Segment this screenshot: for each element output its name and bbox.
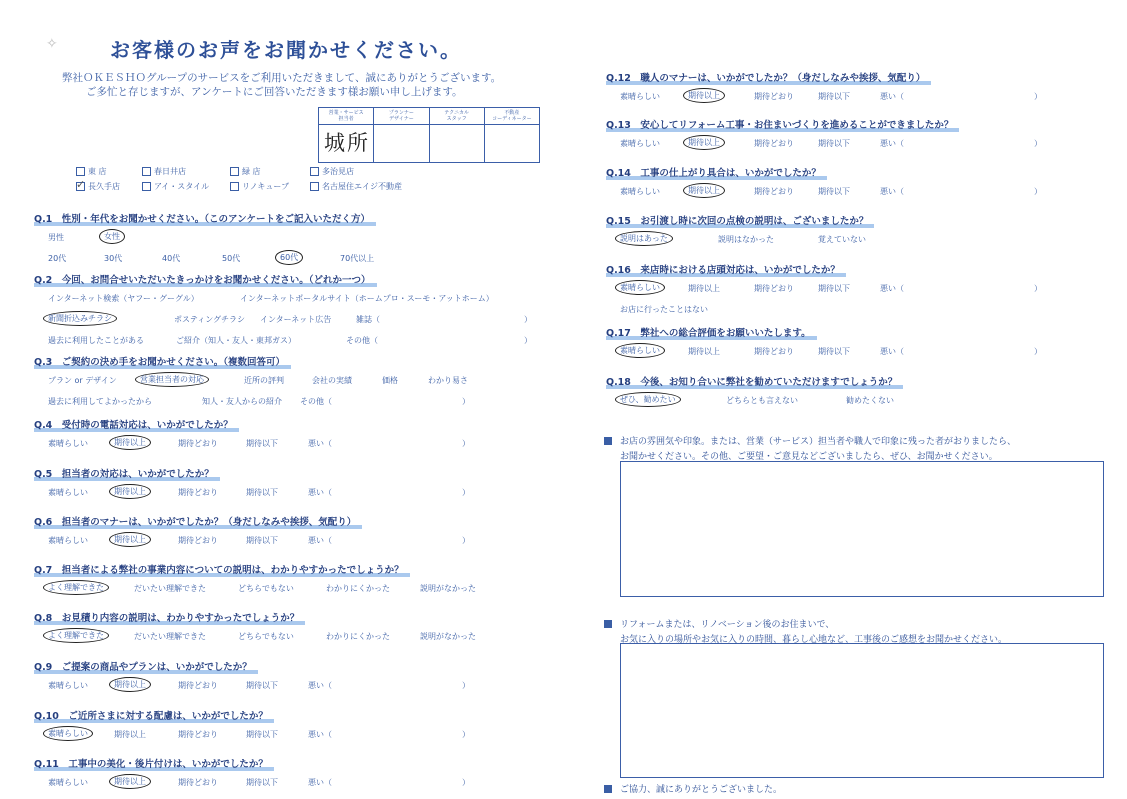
answer-option[interactable]: 素晴らしい [48,439,88,448]
staff-col-planner[interactable] [374,108,429,162]
paren-close: ） [524,336,532,345]
square-bullet-icon [604,620,612,628]
option-row [48,314,534,329]
store-label: 緑 店 [242,167,261,176]
paren-close: ） [524,315,532,324]
question-title: Q.11 工事中の美化・後片付けは、いかがでしたか？ [34,756,268,770]
answer-option[interactable]: 期待どおり [178,439,218,448]
checkbox[interactable] [142,167,151,176]
question-block [34,606,534,646]
answer-option[interactable]: プラン or デザイン [48,376,117,385]
answer-option[interactable]: 悪い（ [308,730,332,739]
checkbox[interactable] [230,167,239,176]
sparkle-icon: ✧ [46,36,58,52]
store-option[interactable] [310,166,410,177]
question-title: Q.1 性別・年代をお聞かせください。（このアンケートをご記入いただく方） [34,211,370,225]
question-title: Q.17 弊社への総合評価をお願いいたします。 [606,325,811,339]
answer-option[interactable]: 期待以下 [818,284,850,293]
selected-option[interactable]: 素晴らしい [615,343,665,358]
question-block [606,370,1106,410]
question-title: Q.14 工事の仕上がり具合は、いかがでしたか？ [606,165,821,179]
comment-section-1-line-1: お店の雰囲気や印象。または、営業（サービス）担当者や職人で印象に残った者がおりましたら、 [620,437,1017,447]
thanks-text: ご協力、誠にありがとうございました。 [620,785,783,795]
store-label: リノキューブ [242,182,289,191]
answer-option[interactable]: 期待以下 [818,187,850,196]
option-row [48,631,534,646]
answer-option[interactable]: 過去に利用してよかったから [48,397,152,406]
paren-close: ） [1034,187,1042,196]
answer-option[interactable]: 説明がなかった [420,632,476,641]
checkbox[interactable] [76,167,85,176]
option-row [48,232,534,247]
answer-option[interactable]: 悪い（ [308,536,332,545]
answer-option[interactable]: どちらとも言えない [726,396,798,405]
answer-option[interactable]: 期待どおり [754,347,794,356]
selected-option[interactable]: 期待以上 [109,774,151,789]
answer-option[interactable]: 男性 [48,233,64,242]
answer-option[interactable]: 期待以下 [246,681,278,690]
store-label: 春日井店 [154,167,186,176]
selected-option[interactable]: よく理解できた [43,628,109,643]
selected-option[interactable]: 期待以上 [683,88,725,103]
question-block [34,510,534,550]
selected-option[interactable]: 素晴らしい [43,726,93,741]
intro-line-2: ご多忙と存じますが、アンケートにご回答いただきます様お願い申し上げます。 [86,86,463,98]
staff-header: 営業・サービス 担当者 [319,108,373,125]
answer-option[interactable]: わかりにくかった [326,584,390,593]
answer-option[interactable]: 期待以下 [818,92,850,101]
answer-option[interactable]: 説明がなかった [420,584,476,593]
question-title: Q.15 お引渡し時に次回の点検の説明は、ございましたか？ [606,213,868,227]
store-option[interactable] [230,181,310,192]
question-block [606,113,1106,153]
store-option[interactable] [142,166,230,177]
answer-option[interactable]: だいたい理解できた [134,632,206,641]
checkbox[interactable] [310,182,319,191]
answer-option[interactable]: その他（ [346,336,378,345]
answer-option[interactable]: 説明はなかった [718,235,774,244]
answer-option[interactable]: 30代 [104,254,123,263]
store-option[interactable] [76,181,142,192]
question-block [606,258,1106,319]
answer-option[interactable]: 悪い（ [880,347,904,356]
answer-option[interactable]: ご紹介（知人・友人・東邦ガス） [176,336,296,345]
store-label: 東 店 [88,167,107,176]
selected-option[interactable]: 期待以上 [109,435,151,450]
selected-option[interactable]: 期待以上 [109,484,151,499]
question-block [606,161,1106,201]
answer-option[interactable]: 70代以上 [340,254,375,263]
selected-option[interactable]: 60代 [275,250,303,265]
answer-option[interactable]: どちらでもない [238,632,294,641]
question-block [34,558,534,598]
answer-option[interactable]: 覚えていない [818,235,866,244]
option-row [48,438,534,453]
option-row [48,253,534,268]
paren-close: ） [462,536,470,545]
selected-option[interactable]: 期待以上 [109,677,151,692]
thanks-message [604,782,782,795]
option-row [48,729,534,744]
answer-option[interactable]: お店に行ったことはない [620,305,708,314]
staff-header: 不動産 コーディネーター [485,108,539,125]
answer-option[interactable]: 悪い（ [880,139,904,148]
option-row [620,283,1106,298]
comment-box-1[interactable] [620,461,1104,597]
question-block [34,462,534,502]
answer-option[interactable]: 悪い（ [308,778,332,787]
staff-header: プランナー デザイナー [374,108,428,125]
option-row [48,535,534,550]
question-block [34,207,534,268]
option-row [620,186,1106,201]
comment-section-2-line-1: リフォームまたは、リノベーション後のお住まいで、 [620,620,835,630]
answer-option[interactable]: だいたい理解できた [134,584,206,593]
answer-option[interactable]: 期待以上 [688,284,720,293]
answer-option[interactable]: 悪い（ [308,439,332,448]
staff-col-technical[interactable] [430,108,485,162]
comment-section-2 [604,617,1007,645]
question-title: Q.6 担当者のマナーは、いかがでしたか？（身だしなみや挨拶、気配り） [34,514,356,528]
selected-option[interactable]: 営業担当者の対応 [135,372,209,387]
option-row [48,487,534,502]
option-row [620,395,1106,410]
answer-option[interactable]: 20代 [48,254,67,263]
answer-option[interactable]: 雑誌（ [356,315,380,324]
staff-col-sales[interactable] [319,108,374,162]
answer-option[interactable]: 期待どおり [178,778,218,787]
option-row [620,346,1106,361]
selected-option[interactable]: よく理解できた [43,580,109,595]
option-row [48,680,534,695]
answer-option[interactable]: 悪い（ [880,187,904,196]
answer-option[interactable]: 期待どおり [754,92,794,101]
question-block [606,209,1106,249]
answer-option[interactable]: 素晴らしい [620,139,660,148]
question-title: Q.7 担当者による弊社の事業内容についての説明は、わかりやすかったでしょうか？ [34,562,404,576]
option-row [620,91,1106,106]
answer-option[interactable]: インターネット広告 [260,315,332,324]
selected-option[interactable]: 説明はあった [615,231,673,246]
answer-option[interactable]: 期待以下 [818,139,850,148]
selected-option[interactable]: 女性 [99,229,125,244]
answer-option[interactable]: 知人・友人からの紹介 [202,397,282,406]
checkbox[interactable] [142,182,151,191]
answer-option[interactable]: 期待以下 [246,439,278,448]
square-bullet-icon [604,785,612,793]
answer-option[interactable]: 素晴らしい [620,187,660,196]
option-row [48,375,534,390]
answer-option[interactable]: ポスティングチラシ [174,315,246,324]
answer-option[interactable]: 会社の実績 [312,376,352,385]
answer-option[interactable]: 期待以上 [688,347,720,356]
option-row [620,304,1106,319]
store-checklist [76,166,416,192]
answer-option[interactable]: 期待どおり [754,284,794,293]
comment-box-2[interactable] [620,643,1104,778]
paren-close: ） [1034,92,1042,101]
question-block [606,321,1106,361]
question-title: Q.10 ご近所さまに対する配慮は、いかがでしたか？ [34,708,268,722]
option-row [620,234,1106,249]
question-block [34,268,534,350]
checkbox[interactable] [310,167,319,176]
option-row [48,583,534,598]
question-title: Q.4 受付時の電話対応は、いかがでしたか？ [34,417,233,431]
answer-option[interactable]: 素晴らしい [48,488,88,497]
store-option[interactable] [142,181,230,192]
question-title: Q.18 今後、お知り合いに弊社を勧めていただけますでしょうか？ [606,374,897,388]
answer-option[interactable]: 価格 [382,376,398,385]
answer-option[interactable]: 悪い（ [308,488,332,497]
answer-option[interactable]: わかりにくかった [326,632,390,641]
answer-option[interactable]: 期待以下 [246,488,278,497]
question-block [34,655,534,695]
store-label: アイ・スタイル [154,182,210,191]
option-row [620,138,1106,153]
option-row [48,293,534,308]
staff-header: テクニカル スタッフ [430,108,484,125]
intro-line-1: 弊社ＯＫＥＳＨＯグループのサービスをご利用いただきまして、誠にありがとうございます。 [62,72,502,84]
question-title: Q.2 今回、お問合せいただいたきっかけをお聞かせください。（どれか一つ） [34,272,371,286]
paren-close: ） [1034,284,1042,293]
store-label: 長久手店 [88,182,120,191]
staff-signature: 城所 [324,131,370,155]
paren-close: ） [462,681,470,690]
answer-option[interactable]: 期待以下 [246,536,278,545]
answer-option[interactable]: 勧めたくない [846,396,894,405]
answer-option[interactable]: 期待以下 [818,347,850,356]
option-row [48,396,534,411]
store-label: 名古屋住エイジ不動産 [322,182,402,191]
store-option[interactable] [230,166,310,177]
paren-close: ） [462,778,470,787]
checkbox[interactable] [76,182,85,191]
question-title: Q.12 職人のマナーは、いかがでしたか？（身だしなみや挨拶、気配り） [606,70,925,84]
paren-close: ） [462,730,470,739]
comment-section-1 [604,434,1016,462]
question-block [606,66,1106,106]
answer-option[interactable]: 期待以下 [246,778,278,787]
answer-option[interactable]: その他（ [300,397,332,406]
comment-section-1-line-2: お聞かせください。その他、ご要望・ご意見などございましたら、ぜひ、お聞かせください。 [620,452,998,462]
answer-option[interactable]: わかり易さ [428,376,468,385]
option-row [48,335,534,350]
answer-option[interactable]: 悪い（ [880,284,904,293]
answer-option[interactable]: 期待以上 [114,730,146,739]
answer-option[interactable]: インターネットポータルサイト（ホームプロ・スーモ・アットホーム） [240,294,494,303]
question-block [34,350,534,411]
question-title: Q.3 ご契約の決め手をお聞かせください。（複数回答可） [34,354,285,368]
store-option[interactable] [76,166,142,177]
answer-option[interactable]: 素晴らしい [48,536,88,545]
answer-option[interactable]: 近所の評判 [244,376,284,385]
answer-option[interactable]: 悪い（ [880,92,904,101]
answer-option[interactable]: どちらでもない [238,584,294,593]
answer-option[interactable]: 40代 [162,254,181,263]
selected-option[interactable]: ぜひ、勧めたい [615,392,681,407]
question-block [34,413,534,453]
paren-close: ） [462,397,470,406]
question-title: Q.16 来店時における店頭対応は、いかがでしたか？ [606,262,840,276]
answer-option[interactable]: 素晴らしい [48,778,88,787]
comment-section-2-line-2: お気に入りの場所やお気に入りの時間、暮らし心地など、工事後のご感想をお聞かせください。 [620,635,1008,645]
answer-option[interactable]: 期待どおり [754,139,794,148]
question-block [34,752,534,792]
answer-option[interactable]: 期待どおり [178,730,218,739]
paren-close: ） [1034,347,1042,356]
selected-option[interactable]: 新聞折込みチラシ [43,311,117,326]
answer-option[interactable]: 悪い（ [308,681,332,690]
answer-option[interactable]: 期待どおり [178,488,218,497]
answer-option[interactable]: インターネット検索（ヤフー・グーグル） [48,294,199,303]
answer-option[interactable]: 期待どおり [754,187,794,196]
answer-option[interactable]: 素晴らしい [620,92,660,101]
answer-option[interactable]: 素晴らしい [48,681,88,690]
question-block [34,704,534,744]
selected-option[interactable]: 期待以上 [683,135,725,150]
paren-close: ） [462,439,470,448]
store-option[interactable] [310,181,410,192]
question-title: Q.9 ご提案の商品やプランは、いかがでしたか？ [34,659,252,673]
answer-option[interactable]: 50代 [222,254,241,263]
answer-option[interactable]: 過去に利用したことがある [48,336,144,345]
question-title: Q.8 お見積り内容の説明は、わかりやすかったでしょうか？ [34,610,299,624]
paren-close: ） [1034,139,1042,148]
store-label: 多治見店 [322,167,354,176]
option-row [48,777,534,792]
selected-option[interactable]: 期待以上 [683,183,725,198]
question-title: Q.13 安心してリフォーム工事・お住まいづくりを進めることができましたか？ [606,117,953,131]
square-bullet-icon [604,437,612,445]
answer-option[interactable]: 期待どおり [178,681,218,690]
question-title: Q.5 担当者の対応は、いかがでしたか？ [34,466,214,480]
staff-signature-table [318,107,540,163]
selected-option[interactable]: 素晴らしい [615,280,665,295]
answer-option[interactable]: 期待どおり [178,536,218,545]
staff-col-realestate[interactable] [485,108,539,162]
answer-option[interactable]: 期待以下 [246,730,278,739]
page-title: お客様のお声をお聞かせください。 [110,38,462,62]
checkbox[interactable] [230,182,239,191]
paren-close: ） [462,488,470,497]
selected-option[interactable]: 期待以上 [109,532,151,547]
